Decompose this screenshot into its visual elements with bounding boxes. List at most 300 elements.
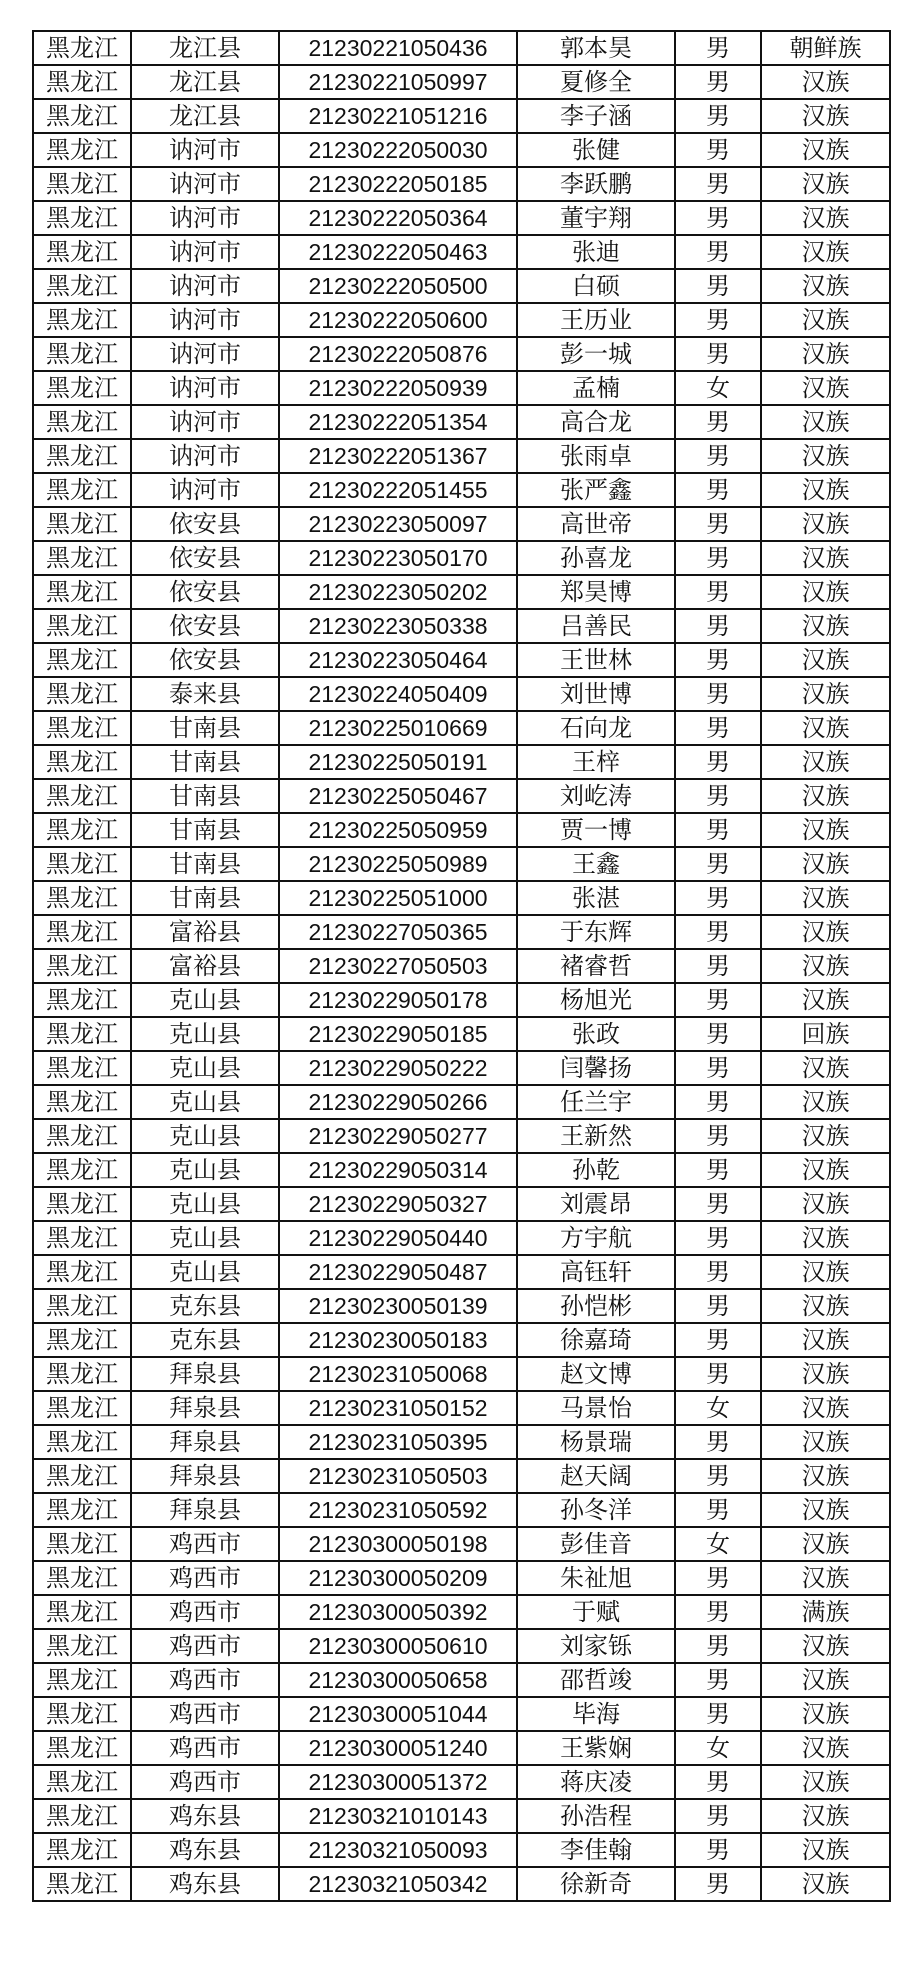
province-cell: 黑龙江: [33, 1425, 131, 1459]
gender-cell: 男: [675, 167, 761, 201]
gender-cell: 男: [675, 235, 761, 269]
name-cell: 李佳翰: [517, 1833, 675, 1867]
province-cell: 黑龙江: [33, 1153, 131, 1187]
gender-cell: 男: [675, 507, 761, 541]
province-cell: 黑龙江: [33, 235, 131, 269]
county-cell: 甘南县: [131, 881, 279, 915]
province-cell: 黑龙江: [33, 1187, 131, 1221]
ethnicity-cell: 汉族: [761, 643, 890, 677]
county-cell: 讷河市: [131, 405, 279, 439]
gender-cell: 男: [675, 1255, 761, 1289]
county-cell: 依安县: [131, 541, 279, 575]
name-cell: 贾一博: [517, 813, 675, 847]
province-cell: 黑龙江: [33, 337, 131, 371]
ethnicity-cell: 汉族: [761, 1187, 890, 1221]
county-cell: 鸡西市: [131, 1595, 279, 1629]
table-row: [33, 439, 890, 473]
table-row: [33, 65, 890, 99]
name-cell: 王新然: [517, 1119, 675, 1153]
table-row: [33, 99, 890, 133]
table-row: [33, 1425, 890, 1459]
province-cell: 黑龙江: [33, 915, 131, 949]
candidate-id-cell: 21230229050314: [279, 1153, 517, 1187]
ethnicity-cell: 汉族: [761, 269, 890, 303]
table-row: [33, 269, 890, 303]
candidate-id-cell: 21230229050222: [279, 1051, 517, 1085]
county-cell: 鸡东县: [131, 1799, 279, 1833]
province-cell: 黑龙江: [33, 303, 131, 337]
candidate-id-cell: 21230222050364: [279, 201, 517, 235]
table-row: [33, 1663, 890, 1697]
gender-cell: 男: [675, 337, 761, 371]
table-row: [33, 507, 890, 541]
county-cell: 鸡西市: [131, 1629, 279, 1663]
ethnicity-cell: 汉族: [761, 405, 890, 439]
table-row: [33, 1867, 890, 1901]
county-cell: 讷河市: [131, 439, 279, 473]
county-cell: 拜泉县: [131, 1391, 279, 1425]
gender-cell: 男: [675, 99, 761, 133]
candidate-id-cell: 21230321050342: [279, 1867, 517, 1901]
name-cell: 杨景瑞: [517, 1425, 675, 1459]
table-row: [33, 405, 890, 439]
ethnicity-cell: 汉族: [761, 983, 890, 1017]
gender-cell: 男: [675, 1459, 761, 1493]
gender-cell: 男: [675, 1833, 761, 1867]
name-cell: 李子涵: [517, 99, 675, 133]
ethnicity-cell: 汉族: [761, 337, 890, 371]
province-cell: 黑龙江: [33, 1085, 131, 1119]
ethnicity-cell: 汉族: [761, 1357, 890, 1391]
gender-cell: 男: [675, 575, 761, 609]
name-cell: 赵文博: [517, 1357, 675, 1391]
province-cell: 黑龙江: [33, 1357, 131, 1391]
province-cell: 黑龙江: [33, 949, 131, 983]
ethnicity-cell: 汉族: [761, 1085, 890, 1119]
gender-cell: 男: [675, 1357, 761, 1391]
province-cell: 黑龙江: [33, 881, 131, 915]
table-row: [33, 201, 890, 235]
name-cell: 郭本昊: [517, 31, 675, 65]
county-cell: 鸡东县: [131, 1867, 279, 1901]
province-cell: 黑龙江: [33, 133, 131, 167]
county-cell: 讷河市: [131, 303, 279, 337]
table-row: [33, 541, 890, 575]
ethnicity-cell: 满族: [761, 1595, 890, 1629]
province-cell: 黑龙江: [33, 1051, 131, 1085]
candidate-id-cell: 21230222050939: [279, 371, 517, 405]
name-cell: 夏修全: [517, 65, 675, 99]
county-cell: 鸡西市: [131, 1663, 279, 1697]
name-cell: 褚睿哲: [517, 949, 675, 983]
ethnicity-cell: 汉族: [761, 1867, 890, 1901]
province-cell: 黑龙江: [33, 507, 131, 541]
ethnicity-cell: 汉族: [761, 1561, 890, 1595]
candidate-id-cell: 21230229050440: [279, 1221, 517, 1255]
province-cell: 黑龙江: [33, 1493, 131, 1527]
ethnicity-cell: 汉族: [761, 1765, 890, 1799]
county-cell: 甘南县: [131, 711, 279, 745]
province-cell: 黑龙江: [33, 1663, 131, 1697]
ethnicity-cell: 汉族: [761, 1119, 890, 1153]
gender-cell: 男: [675, 269, 761, 303]
table-row: [33, 779, 890, 813]
table-row: [33, 677, 890, 711]
name-cell: 彭一城: [517, 337, 675, 371]
ethnicity-cell: 汉族: [761, 1663, 890, 1697]
name-cell: 王鑫: [517, 847, 675, 881]
table-row: [33, 1493, 890, 1527]
table-row: [33, 1459, 890, 1493]
candidate-id-cell: 21230225051000: [279, 881, 517, 915]
gender-cell: 男: [675, 133, 761, 167]
candidate-id-cell: 21230231050503: [279, 1459, 517, 1493]
province-cell: 黑龙江: [33, 1391, 131, 1425]
name-cell: 张湛: [517, 881, 675, 915]
province-cell: 黑龙江: [33, 745, 131, 779]
province-cell: 黑龙江: [33, 269, 131, 303]
province-cell: 黑龙江: [33, 1799, 131, 1833]
gender-cell: 男: [675, 813, 761, 847]
candidate-id-cell: 21230229050185: [279, 1017, 517, 1051]
name-cell: 孙冬洋: [517, 1493, 675, 1527]
province-cell: 黑龙江: [33, 1289, 131, 1323]
name-cell: 孙浩程: [517, 1799, 675, 1833]
ethnicity-cell: 朝鲜族: [761, 31, 890, 65]
gender-cell: 男: [675, 439, 761, 473]
candidate-id-cell: 21230222050463: [279, 235, 517, 269]
gender-cell: 男: [675, 1765, 761, 1799]
candidate-id-cell: 21230223050464: [279, 643, 517, 677]
name-cell: 于赋: [517, 1595, 675, 1629]
name-cell: 郑昊博: [517, 575, 675, 609]
county-cell: 鸡西市: [131, 1697, 279, 1731]
gender-cell: 男: [675, 643, 761, 677]
gender-cell: 男: [675, 1289, 761, 1323]
candidate-id-cell: 21230300051372: [279, 1765, 517, 1799]
ethnicity-cell: 汉族: [761, 1391, 890, 1425]
ethnicity-cell: 汉族: [761, 1323, 890, 1357]
table-row: [33, 473, 890, 507]
province-cell: 黑龙江: [33, 1731, 131, 1765]
ethnicity-cell: 汉族: [761, 541, 890, 575]
gender-cell: 男: [675, 405, 761, 439]
ethnicity-cell: 汉族: [761, 1153, 890, 1187]
candidate-id-cell: 21230222051354: [279, 405, 517, 439]
name-cell: 闫馨扬: [517, 1051, 675, 1085]
name-cell: 邵哲竣: [517, 1663, 675, 1697]
ethnicity-cell: 汉族: [761, 609, 890, 643]
ethnicity-cell: 汉族: [761, 949, 890, 983]
ethnicity-cell: 汉族: [761, 1493, 890, 1527]
county-cell: 甘南县: [131, 847, 279, 881]
table-row: [33, 1187, 890, 1221]
table-row: [33, 1119, 890, 1153]
gender-cell: 男: [675, 1153, 761, 1187]
gender-cell: 男: [675, 711, 761, 745]
name-cell: 高世帝: [517, 507, 675, 541]
county-cell: 依安县: [131, 575, 279, 609]
province-cell: 黑龙江: [33, 541, 131, 575]
candidate-id-cell: 21230222050600: [279, 303, 517, 337]
candidate-id-cell: 21230223050202: [279, 575, 517, 609]
name-cell: 孙恺彬: [517, 1289, 675, 1323]
gender-cell: 男: [675, 609, 761, 643]
county-cell: 富裕县: [131, 915, 279, 949]
name-cell: 刘世博: [517, 677, 675, 711]
county-cell: 讷河市: [131, 235, 279, 269]
province-cell: 黑龙江: [33, 1765, 131, 1799]
province-cell: 黑龙江: [33, 847, 131, 881]
ethnicity-cell: 汉族: [761, 1527, 890, 1561]
gender-cell: 男: [675, 745, 761, 779]
name-cell: 高钰轩: [517, 1255, 675, 1289]
ethnicity-cell: 汉族: [761, 1221, 890, 1255]
province-cell: 黑龙江: [33, 643, 131, 677]
county-cell: 克山县: [131, 983, 279, 1017]
county-cell: 鸡西市: [131, 1765, 279, 1799]
candidate-id-cell: 21230229050277: [279, 1119, 517, 1153]
candidate-id-cell: 21230231050152: [279, 1391, 517, 1425]
county-cell: 讷河市: [131, 371, 279, 405]
county-cell: 克山县: [131, 1017, 279, 1051]
province-cell: 黑龙江: [33, 1629, 131, 1663]
county-cell: 克山县: [131, 1187, 279, 1221]
gender-cell: 男: [675, 1867, 761, 1901]
name-cell: 刘震昂: [517, 1187, 675, 1221]
candidate-id-cell: 21230229050178: [279, 983, 517, 1017]
candidate-id-cell: 21230300050610: [279, 1629, 517, 1663]
name-cell: 张政: [517, 1017, 675, 1051]
candidate-id-cell: 21230300050392: [279, 1595, 517, 1629]
candidate-id-cell: 21230321010143: [279, 1799, 517, 1833]
province-cell: 黑龙江: [33, 1833, 131, 1867]
gender-cell: 男: [675, 1051, 761, 1085]
ethnicity-cell: 汉族: [761, 711, 890, 745]
candidate-id-cell: 21230300051044: [279, 1697, 517, 1731]
gender-cell: 女: [675, 371, 761, 405]
county-cell: 拜泉县: [131, 1357, 279, 1391]
county-cell: 富裕县: [131, 949, 279, 983]
gender-cell: 男: [675, 303, 761, 337]
name-cell: 高合龙: [517, 405, 675, 439]
table-row: [33, 1051, 890, 1085]
name-cell: 孟楠: [517, 371, 675, 405]
table-row: [33, 609, 890, 643]
table-row: [33, 133, 890, 167]
county-cell: 龙江县: [131, 65, 279, 99]
ethnicity-cell: 汉族: [761, 507, 890, 541]
gender-cell: 男: [675, 1663, 761, 1697]
county-cell: 克山县: [131, 1119, 279, 1153]
candidate-id-cell: 21230230050183: [279, 1323, 517, 1357]
candidate-id-cell: 21230300050198: [279, 1527, 517, 1561]
ethnicity-cell: 汉族: [761, 1731, 890, 1765]
gender-cell: 男: [675, 1799, 761, 1833]
table-row: [33, 1017, 890, 1051]
ethnicity-cell: 汉族: [761, 167, 890, 201]
gender-cell: 男: [675, 1221, 761, 1255]
province-cell: 黑龙江: [33, 31, 131, 65]
province-cell: 黑龙江: [33, 405, 131, 439]
ethnicity-cell: 汉族: [761, 915, 890, 949]
table-row: [33, 1799, 890, 1833]
name-cell: 刘家铄: [517, 1629, 675, 1663]
table-row: [33, 643, 890, 677]
county-cell: 鸡西市: [131, 1527, 279, 1561]
ethnicity-cell: 汉族: [761, 1833, 890, 1867]
candidate-id-cell: 21230222051455: [279, 473, 517, 507]
candidate-id-cell: 21230225050989: [279, 847, 517, 881]
ethnicity-cell: 汉族: [761, 371, 890, 405]
candidate-id-cell: 21230229050266: [279, 1085, 517, 1119]
gender-cell: 男: [675, 1629, 761, 1663]
name-cell: 李跃鹏: [517, 167, 675, 201]
name-cell: 王世林: [517, 643, 675, 677]
table-row: [33, 1289, 890, 1323]
table-row: [33, 1765, 890, 1799]
province-cell: 黑龙江: [33, 677, 131, 711]
table-row: [33, 983, 890, 1017]
candidate-id-cell: 21230223050338: [279, 609, 517, 643]
name-cell: 孙乾: [517, 1153, 675, 1187]
table-row: [33, 949, 890, 983]
name-cell: 张迪: [517, 235, 675, 269]
candidate-id-cell: 21230229050327: [279, 1187, 517, 1221]
county-cell: 克山县: [131, 1221, 279, 1255]
gender-cell: 女: [675, 1527, 761, 1561]
roster-table-body: [33, 31, 890, 1901]
county-cell: 拜泉县: [131, 1459, 279, 1493]
ethnicity-cell: 汉族: [761, 1697, 890, 1731]
county-cell: 拜泉县: [131, 1425, 279, 1459]
ethnicity-cell: 汉族: [761, 847, 890, 881]
name-cell: 彭佳音: [517, 1527, 675, 1561]
candidate-id-cell: 21230300050209: [279, 1561, 517, 1595]
table-row: [33, 371, 890, 405]
county-cell: 克东县: [131, 1289, 279, 1323]
candidate-id-cell: 21230225050467: [279, 779, 517, 813]
province-cell: 黑龙江: [33, 711, 131, 745]
candidate-id-cell: 21230231050068: [279, 1357, 517, 1391]
table-row: [33, 881, 890, 915]
name-cell: 蒋庆凌: [517, 1765, 675, 1799]
county-cell: 甘南县: [131, 745, 279, 779]
candidate-id-cell: 21230227050365: [279, 915, 517, 949]
province-cell: 黑龙江: [33, 779, 131, 813]
county-cell: 甘南县: [131, 779, 279, 813]
candidate-id-cell: 21230231050592: [279, 1493, 517, 1527]
name-cell: 刘屹涛: [517, 779, 675, 813]
ethnicity-cell: 汉族: [761, 439, 890, 473]
province-cell: 黑龙江: [33, 167, 131, 201]
table-row: [33, 1697, 890, 1731]
table-row: [33, 1255, 890, 1289]
table-row: [33, 1833, 890, 1867]
table-row: [33, 915, 890, 949]
county-cell: 鸡西市: [131, 1561, 279, 1595]
candidate-id-cell: 21230221050436: [279, 31, 517, 65]
county-cell: 拜泉县: [131, 1493, 279, 1527]
table-row: [33, 1153, 890, 1187]
candidate-id-cell: 21230221051216: [279, 99, 517, 133]
ethnicity-cell: 汉族: [761, 779, 890, 813]
gender-cell: 男: [675, 541, 761, 575]
ethnicity-cell: 汉族: [761, 303, 890, 337]
gender-cell: 男: [675, 31, 761, 65]
name-cell: 董宇翔: [517, 201, 675, 235]
county-cell: 龙江县: [131, 99, 279, 133]
gender-cell: 男: [675, 201, 761, 235]
county-cell: 克山县: [131, 1153, 279, 1187]
gender-cell: 男: [675, 1561, 761, 1595]
province-cell: 黑龙江: [33, 983, 131, 1017]
ethnicity-cell: 回族: [761, 1017, 890, 1051]
province-cell: 黑龙江: [33, 1119, 131, 1153]
gender-cell: 男: [675, 1017, 761, 1051]
name-cell: 于东辉: [517, 915, 675, 949]
name-cell: 方宇航: [517, 1221, 675, 1255]
table-row: [33, 1731, 890, 1765]
name-cell: 张严鑫: [517, 473, 675, 507]
gender-cell: 男: [675, 1425, 761, 1459]
gender-cell: 男: [675, 1595, 761, 1629]
county-cell: 克东县: [131, 1323, 279, 1357]
county-cell: 鸡东县: [131, 1833, 279, 1867]
candidate-id-cell: 21230321050093: [279, 1833, 517, 1867]
county-cell: 讷河市: [131, 269, 279, 303]
county-cell: 克山县: [131, 1085, 279, 1119]
ethnicity-cell: 汉族: [761, 65, 890, 99]
province-cell: 黑龙江: [33, 201, 131, 235]
name-cell: 王历业: [517, 303, 675, 337]
ethnicity-cell: 汉族: [761, 813, 890, 847]
county-cell: 泰来县: [131, 677, 279, 711]
table-row: [33, 31, 890, 65]
province-cell: 黑龙江: [33, 1595, 131, 1629]
province-cell: 黑龙江: [33, 813, 131, 847]
name-cell: 吕善民: [517, 609, 675, 643]
ethnicity-cell: 汉族: [761, 473, 890, 507]
ethnicity-cell: 汉族: [761, 1051, 890, 1085]
candidate-id-cell: 21230225050191: [279, 745, 517, 779]
name-cell: 赵天阔: [517, 1459, 675, 1493]
table-row: [33, 1629, 890, 1663]
gender-cell: 男: [675, 779, 761, 813]
ethnicity-cell: 汉族: [761, 201, 890, 235]
province-cell: 黑龙江: [33, 1867, 131, 1901]
province-cell: 黑龙江: [33, 575, 131, 609]
name-cell: 王紫娴: [517, 1731, 675, 1765]
province-cell: 黑龙江: [33, 439, 131, 473]
gender-cell: 女: [675, 1731, 761, 1765]
gender-cell: 男: [675, 949, 761, 983]
ethnicity-cell: 汉族: [761, 1799, 890, 1833]
gender-cell: 男: [675, 1697, 761, 1731]
province-cell: 黑龙江: [33, 65, 131, 99]
county-cell: 克山县: [131, 1255, 279, 1289]
candidate-id-cell: 21230224050409: [279, 677, 517, 711]
table-row: [33, 235, 890, 269]
candidate-id-cell: 21230231050395: [279, 1425, 517, 1459]
table-row: [33, 337, 890, 371]
province-cell: 黑龙江: [33, 473, 131, 507]
table-row: [33, 711, 890, 745]
name-cell: 马景怡: [517, 1391, 675, 1425]
name-cell: 孙喜龙: [517, 541, 675, 575]
ethnicity-cell: 汉族: [761, 133, 890, 167]
ethnicity-cell: 汉族: [761, 1425, 890, 1459]
